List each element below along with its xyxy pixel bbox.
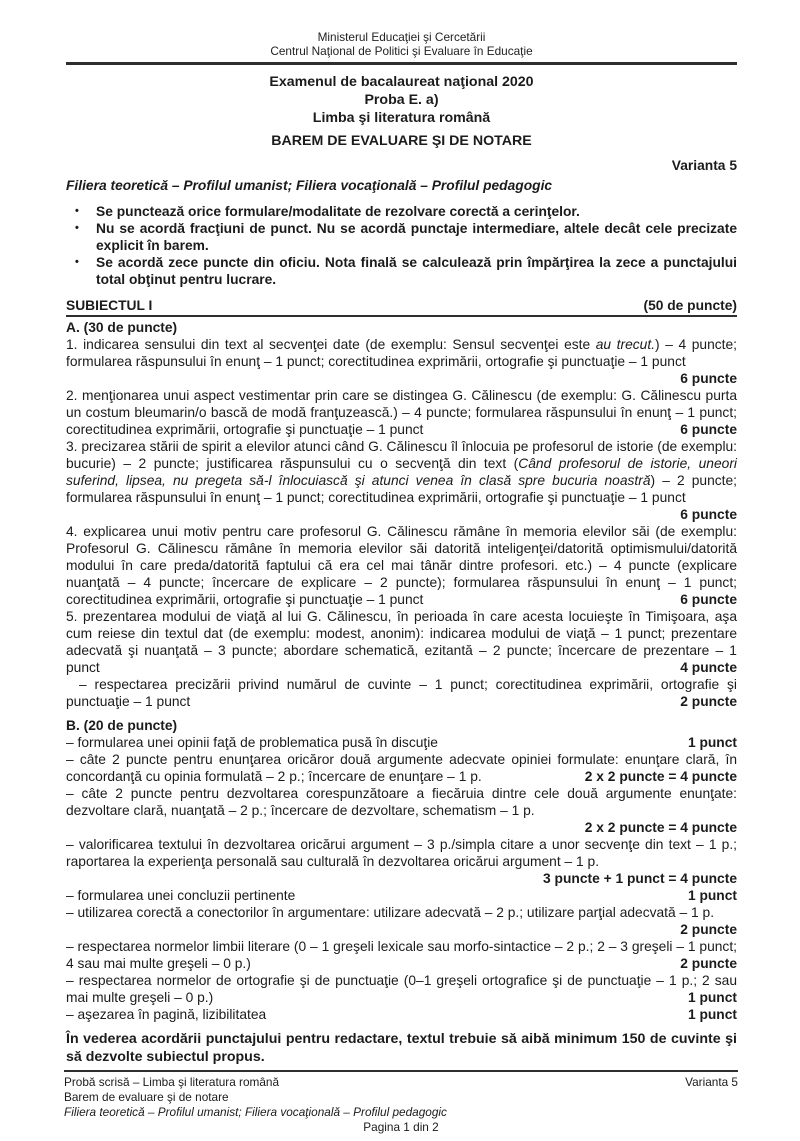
points-value: 1 punct	[687, 735, 737, 750]
points-value: 4 puncte	[680, 660, 737, 675]
rule-item	[66, 254, 737, 288]
exam-title: Examenul de bacalaureat naţional 2020	[269, 74, 534, 90]
item-text: – câte 2 puncte pentru enunţarea oricăror două argumente adecvate opiniei formulate: enunţare clară, în concordanţă cu opinia formulată – 2 p.; încercare de enunţare – 1 p.	[66, 752, 737, 784]
bullet-icon: •	[75, 222, 79, 234]
variant-label: Varianta 5	[671, 158, 737, 173]
item-text: – respectarea normelor limbii literare (0 – 1 greşeli lexicale sau morfo-sintactice – 2 p.; 2 – 3 greşeli – 1 punct; 4 sau mai multe greşeli – 0 p.)	[66, 939, 737, 971]
points-value: 2 x 2 puncte = 4 puncte	[584, 820, 737, 835]
footer-divider	[64, 1070, 738, 1072]
section-heading: B. (20 de puncte)	[66, 718, 178, 733]
item-text: – câte 2 puncte pentru dezvoltarea corespunzătoare a fiecăruia dintre cele două argumente enunţate: dezvoltare clară, nuanţată – 2 p.; încercare de dezvoltare, schematism – 1 p.	[66, 786, 737, 818]
footer-exam-name: Probă scrisă – Limba şi literatura română	[64, 1075, 280, 1089]
rubric-item	[66, 387, 737, 438]
item-text: 2. menţionarea unui aspect vestimentar prin care se distingea G. Călinescu (de exemplu: G. Călinescu purta un costum bleumarin/o bască de modă franţuzească.) – 4 puncte; formularea răspunsului în enunţ – 1 punct; corectitudinea exprimării, ortografie şi punctuaţie – 1 punct	[66, 388, 737, 437]
rule-text: Nu se acordă fracţiuni de punct. Nu se acordă punctaje intermediare, altele decât cele precizate explicit în barem.	[96, 221, 737, 253]
item-text: – respectarea precizării privind numărul de cuvinte – 1 punct; corectitudinea exprimării, ortografie şi punctuaţie – 1 punct	[66, 677, 737, 709]
rubric-section	[66, 717, 737, 1023]
rubric-item	[66, 734, 737, 751]
rubric-item	[66, 938, 737, 972]
exam-proba: Proba E. a)	[364, 92, 439, 108]
item-text: – utilizarea corectă a conectorilor în argumentare: utilizare adecvată – 2 p.; utilizare parţial adecvată – 1 p.	[66, 905, 715, 920]
rule-item	[66, 220, 737, 254]
exam-subject: Limba şi literatura română	[312, 110, 491, 126]
subject-title: SUBIECTUL I	[66, 298, 153, 313]
footer-filiera-line: Filiera teoretică – Profilul umanist; Filiera vocaţională – Profilul pedagogic	[64, 1105, 447, 1119]
rubric-item	[66, 836, 737, 870]
item-text: 3. precizarea stării de spirit a elevilor atunci când G. Călinescu îl înlocuia pe profesorul de istorie (de exemplu: bucurie) – 2 puncte; justificarea răspunsului cu o secvenţă din text (	[66, 439, 738, 471]
rubric-item	[66, 523, 737, 608]
points-value: 1 punct	[687, 1007, 737, 1022]
rubric-item	[66, 1006, 737, 1023]
rubric-section	[66, 319, 737, 710]
points-value: 6 puncte	[680, 507, 737, 522]
general-rules	[66, 203, 737, 288]
item-text: – formularea unei opinii faţă de problematica pusă în discuţie	[66, 735, 438, 750]
points-value: 2 puncte	[680, 694, 737, 709]
item-text: ) – 2 puncte; formularea răspunsului în enunţ – 1 punct; corectitudinea exprimării, ortografie şi punctuaţie – 1 punct	[66, 473, 737, 505]
points-value: 6 puncte	[680, 422, 737, 437]
quoted-text: au trecut.	[595, 337, 656, 352]
quoted-text: Când profesorul de istorie, uneori suferind, lipsea, nu pregeta să-l înlocuiască şi atunci venea în clasă spre bucuria noastră	[66, 456, 737, 488]
bullet-icon: •	[75, 256, 79, 268]
points-value: 6 puncte	[680, 371, 737, 386]
rubric-item	[66, 904, 737, 938]
points-value: 2 x 2 puncte = 4 puncte	[584, 769, 737, 784]
footer-variant: Varianta 5	[685, 1075, 738, 1089]
bullet-icon: •	[75, 205, 79, 217]
rule-text: Se acordă zece puncte din oficiu. Nota finală se calculează prin împărţirea la zece a punctajului total obţinut pentru lucrare.	[96, 255, 737, 287]
points-value: 2 puncte	[680, 922, 737, 937]
rubric-item	[66, 785, 737, 819]
points-value: 2 puncte	[680, 956, 737, 971]
points-value: 3 puncte + 1 punct = 4 puncte	[543, 871, 737, 886]
barem-title: BAREM DE EVALUARE ŞI DE NOTARE	[271, 133, 532, 149]
footer-barem-line: Barem de evaluare şi de notare	[64, 1090, 229, 1104]
item-text: – valorificarea textului în dezvoltarea oricărui argument – 3 p./simpla citare a unor secvenţe din text – 1 p.; raportarea la experienţa personală sau culturală în dezvoltarea oricărui argument – 1 p.	[66, 837, 737, 869]
item-text: 5. prezentarea modului de viaţă al lui G. Călinescu, în perioada în care acesta locuieşte în Timişoara, aşa cum reiese din textul dat (de exemplu: modest, anonim): indicarea modului de viaţă – 1 punct; prezentare adecvată şi nuanţată – 3 puncte; abordare schematică, ezitantă – 2 puncte; încercare de prezentare – 1 punct	[66, 609, 737, 675]
ministry-line: Ministerul Educaţiei şi Cercetării	[317, 30, 486, 44]
rubric-item	[66, 336, 737, 387]
national-center-line: Centrul Naţional de Politici şi Evaluare în Educaţie	[270, 44, 533, 58]
rubric-item	[66, 887, 737, 904]
rubric-sections	[66, 319, 737, 1023]
rubric-item	[66, 438, 737, 523]
rubric-item	[66, 608, 737, 676]
points-value: 1 punct	[687, 990, 737, 1005]
item-text: – formularea unei concluzii pertinente	[66, 888, 296, 903]
rubric-item	[66, 676, 737, 710]
filiera-line: Filiera teoretică – Profilul umanist; Filiera vocaţională – Profilul pedagogic	[66, 178, 553, 193]
rubric-item	[66, 751, 737, 785]
item-text: – respectarea normelor de ortografie şi de punctuaţie (0–1 greşeli ortografice şi de punctuaţie – 1 p.; 2 sau mai multe greşeli – 0 p.)	[66, 973, 737, 1005]
item-text: 1. indicarea sensului din text al secvenţei date (de exemplu: Sensul secvenţei este	[66, 337, 596, 352]
subject-bar	[66, 297, 737, 317]
page-footer	[64, 1070, 738, 1135]
item-text: – aşezarea în pagină, lizibilitatea	[66, 1007, 267, 1022]
item-text: 4. explicarea unui motiv pentru care profesorul G. Călinescu rămâne în memoria elevilor săi (de exemplu: Profesorul G. Călinescu rămâne în memoria elevilor săi datorită inteligenţei/datorită optimismului/datorită modului în care preda/datorită faptului că era cel mai tânăr dintre profesori. etc.) – 4 puncte (explicare nuanţată – 4 puncte; încercare de explicare – 2 puncte); formularea răspunsului în enunţ – 1 punct; corectitudinea exprimării, ortografie şi punctuaţie – 1 punct	[66, 524, 737, 607]
points-value: 6 puncte	[680, 592, 737, 607]
header-divider	[66, 62, 737, 65]
rule-text: Se punctează orice formulare/modalitate de rezolvare corectă a cerinţelor.	[96, 204, 580, 219]
rule-item	[66, 203, 737, 220]
subject-points: (50 de puncte)	[643, 298, 737, 313]
points-value: 1 punct	[687, 888, 737, 903]
redaction-note: În vederea acordării punctajului pentru redactare, textul trebuie să aibă minimum 150 de cuvinte şi să dezvolte subiectul propus.	[66, 1031, 737, 1065]
rubric-item	[66, 972, 737, 1006]
section-heading: A. (30 de puncte)	[66, 320, 178, 335]
item-text: ) – 4 puncte; formularea răspunsului în enunţ – 1 punct; corectitudinea exprimării, ortografie şi punctuaţie – 1 punct	[66, 337, 737, 369]
footer-page-number: Pagina 1 din 2	[363, 1120, 439, 1134]
